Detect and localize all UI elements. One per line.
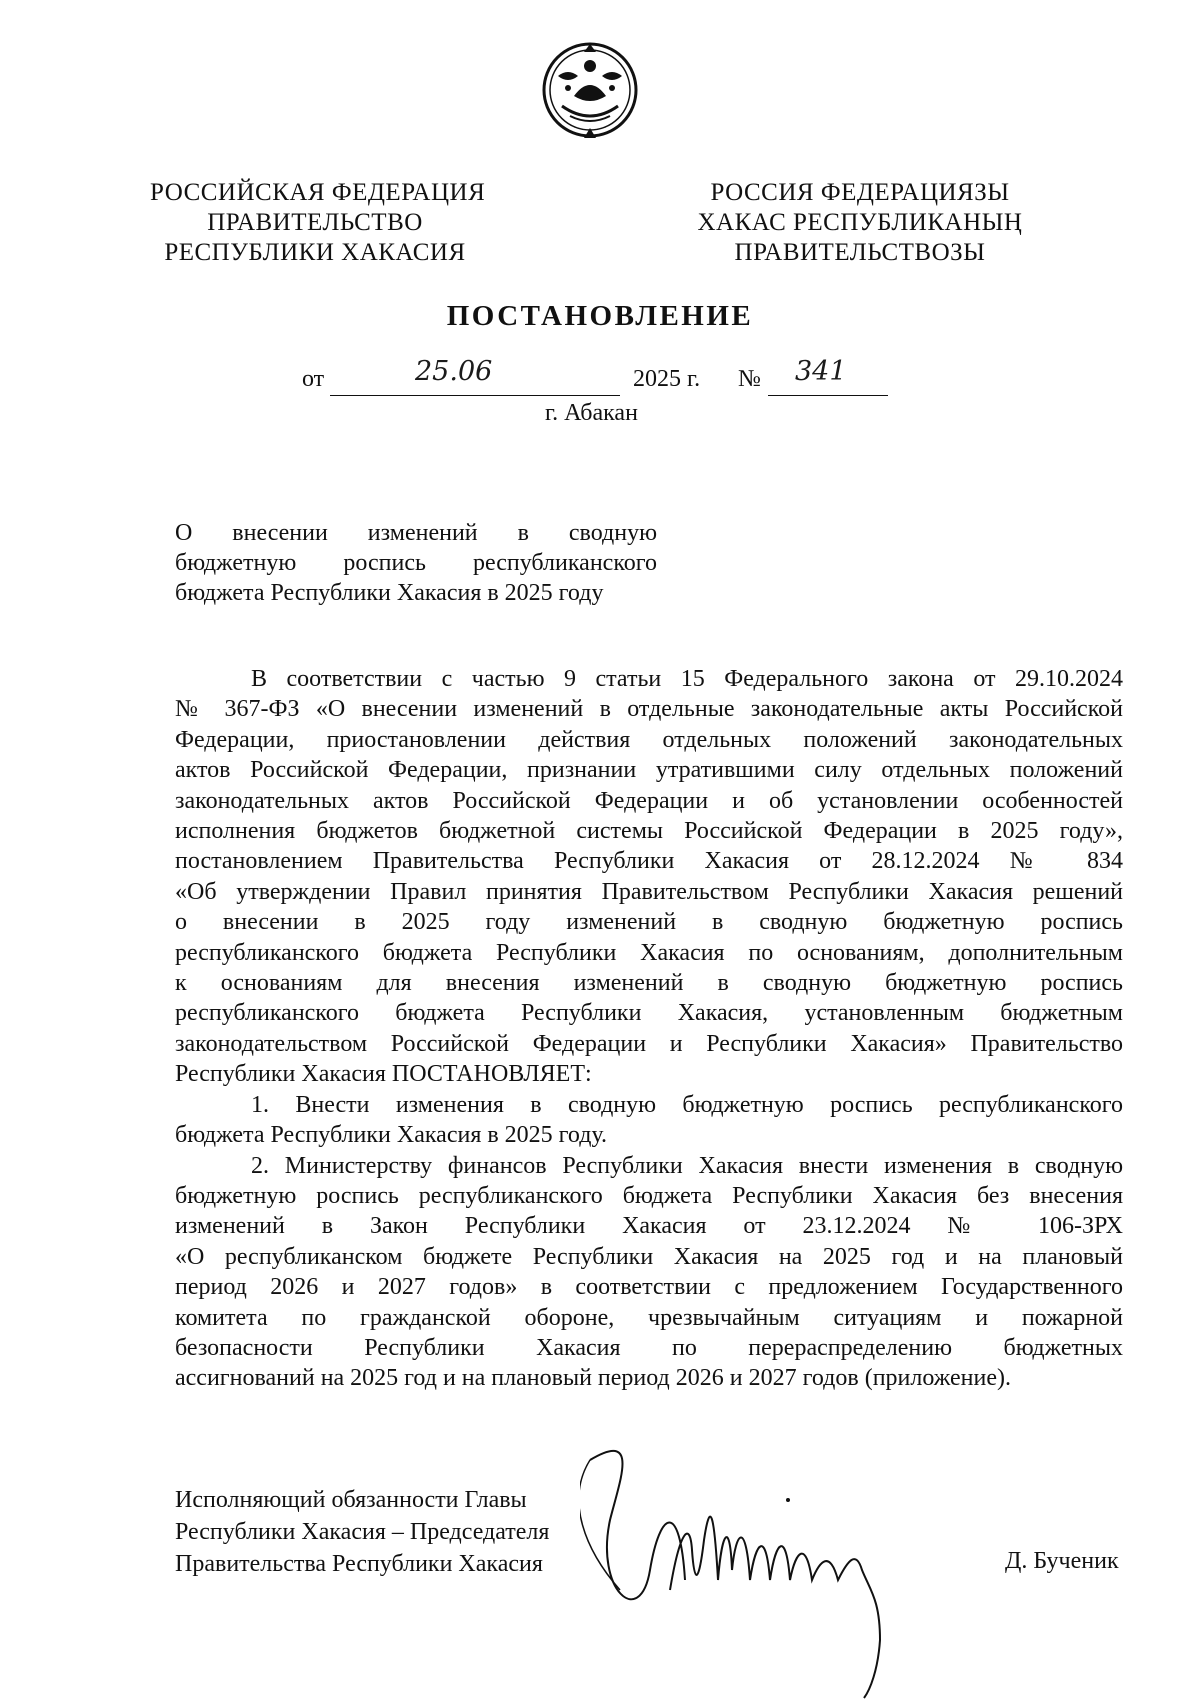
signatory-position-line: Исполняющий обязанности Главы [175,1487,527,1513]
subject-line: бюджетную роспись республиканского [175,550,657,576]
body-line: № 367-ФЗ «О внесении изменений в отдельные законодательные акты Российской [175,696,1123,723]
coat-of-arms-emblem [540,36,640,144]
body-line: 2. Министерству финансов Республики Хакасия внести изменения в сводную [251,1152,1123,1179]
body-line: бюджетную роспись республиканского бюджета Республики Хакасия без внесения [175,1182,1123,1209]
body-line: исполнения бюджетов бюджетной системы Российской Федерации в 2025 году», [175,818,1123,845]
header-right-line: ХАКАС РЕСПУБЛИКАНЫҢ [697,209,1023,236]
header-left-line: РОССИЙСКАЯ ФЕДЕРАЦИЯ [150,179,486,206]
body-line: бюджета Республики Хакасия в 2025 году. [175,1122,608,1149]
body-line: «Об утверждении Правил принятия Правительством Республики Хакасия решений [175,878,1123,905]
body-line: Республики Хакасия ПОСТАНОВЛЯЕТ: [175,1061,592,1088]
body-line: республиканского бюджета Республики Хакасия по основаниям, дополнительным [175,939,1123,966]
handwritten-date: 25.06 [415,356,493,387]
signatory-position-line: Правительства Республики Хакасия [175,1551,543,1577]
number-sign: № [738,366,761,392]
document-title: ПОСТАНОВЛЕНИЕ [446,300,754,332]
header-right-line: ПРАВИТЕЛЬСТВОЗЫ [734,239,986,266]
header-right-line: РОССИЯ ФЕДЕРАЦИЯЗЫ [710,179,1010,206]
city-name: г. Абакан [545,400,638,426]
subject-line: бюджета Республики Хакасия в 2025 году [175,580,604,606]
date-prefix: от [302,366,325,392]
body-line: законодательством Российской Федерации и Республики Хакасия» Правительство [175,1030,1123,1057]
header-left [150,178,486,268]
handwritten-number: 341 [795,356,847,387]
body-line: период 2026 и 2027 годов» в соответствии с предложением Государственного [175,1274,1123,1301]
body-line: ассигнований на 2025 год и на плановый период 2026 и 2027 годов (приложение). [175,1365,1012,1392]
document-body [175,664,1123,1394]
signatory-position-line: Республики Хакасия – Председателя [175,1519,550,1545]
body-line: безопасности Республики Хакасия по перераспределению бюджетных [175,1334,1123,1361]
body-line: В соответствии с частью 9 статьи 15 Федерального закона от 29.10.2024 [251,666,1123,692]
document-subject [175,518,657,608]
body-line: актов Российской Федерации, признании утратившими силу отдельных положений [175,757,1123,784]
date-year: 2025 г. [633,366,701,392]
body-line: к основаниям для внесения изменений в сводную бюджетную роспись [175,970,1123,997]
subject-line: О внесении изменений в сводную [175,520,657,546]
body-line: республиканского бюджета Республики Хакасия, установленным бюджетным [175,1000,1123,1027]
date-underline [330,395,620,396]
body-line: комитета по гражданской обороне, чрезвычайным ситуациям и пожарной [175,1304,1123,1331]
body-line: изменений в Закон Республики Хакасия от 23.12.2024 № 106-ЗРХ [175,1213,1123,1240]
header-right [690,178,1030,268]
body-line: Федерации, приостановлении действия отдельных положений законодательных [175,726,1123,753]
handwritten-signature [580,1440,1000,1700]
header-left-line: РЕСПУБЛИКИ ХАКАСИЯ [164,239,466,266]
body-line: законодательных актов Российской Федерации и об установлении особенностей [175,787,1123,814]
number-underline [768,395,888,396]
signatory-name: Д. Бученик [1005,1548,1119,1574]
body-line: 1. Внести изменения в сводную бюджетную роспись республиканского [251,1091,1123,1118]
body-line: «О республиканском бюджете Республики Хакасия на 2025 год и на плановый [175,1243,1123,1270]
signatory-position [175,1484,549,1580]
header-left-line: ПРАВИТЕЛЬСТВО [207,209,423,236]
body-line: о внесении в 2025 году изменений в сводную бюджетную роспись [175,909,1123,936]
body-line: постановлением Правительства Республики Хакасия от 28.12.2024 № 834 [175,848,1123,875]
